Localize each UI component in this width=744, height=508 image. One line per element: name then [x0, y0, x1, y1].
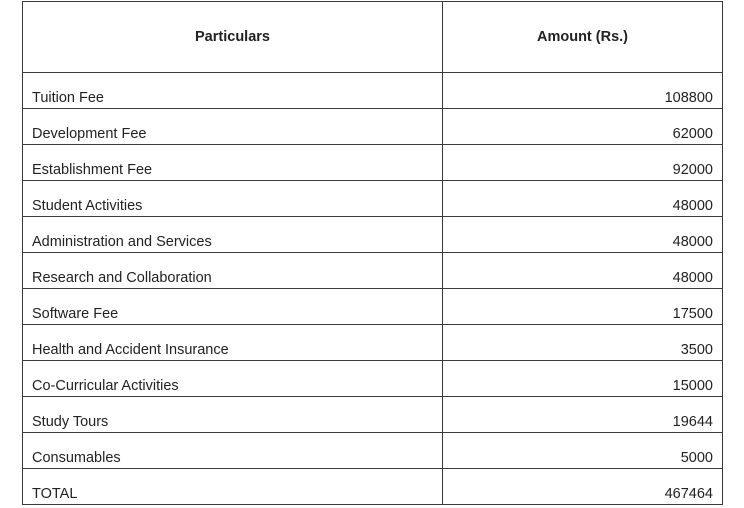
header-particulars: Particulars	[23, 2, 443, 73]
table-header-row	[23, 2, 723, 73]
amount-cell: 92000	[443, 145, 723, 181]
total-row	[23, 469, 723, 505]
table-row	[23, 145, 723, 181]
particular-cell: Student Activities	[23, 181, 443, 217]
amount-cell: 48000	[443, 253, 723, 289]
table-row	[23, 361, 723, 397]
table-row	[23, 109, 723, 145]
particular-cell: Establishment Fee	[23, 145, 443, 181]
table-body	[23, 73, 723, 505]
amount-cell: 48000	[443, 181, 723, 217]
amount-cell: 62000	[443, 109, 723, 145]
particular-cell: Health and Accident Insurance	[23, 325, 443, 361]
amount-cell: 3500	[443, 325, 723, 361]
particular-cell: Consumables	[23, 433, 443, 469]
amount-cell: 15000	[443, 361, 723, 397]
particular-cell: Development Fee	[23, 109, 443, 145]
table-row	[23, 397, 723, 433]
amount-cell: 17500	[443, 289, 723, 325]
particular-cell: Research and Collaboration	[23, 253, 443, 289]
amount-cell: 48000	[443, 217, 723, 253]
particular-cell: Study Tours	[23, 397, 443, 433]
amount-cell: 108800	[443, 73, 723, 109]
particular-cell: Administration and Services	[23, 217, 443, 253]
amount-cell: 19644	[443, 397, 723, 433]
particular-cell: Tuition Fee	[23, 73, 443, 109]
total-amount-cell: 467464	[443, 469, 723, 505]
table-row	[23, 181, 723, 217]
amount-cell: 5000	[443, 433, 723, 469]
table-row	[23, 433, 723, 469]
table-row	[23, 289, 723, 325]
particular-cell: Software Fee	[23, 289, 443, 325]
fee-table	[22, 1, 723, 505]
header-amount: Amount (Rs.)	[443, 2, 723, 73]
table-row	[23, 325, 723, 361]
table-row	[23, 253, 723, 289]
table-row	[23, 73, 723, 109]
total-label-cell: TOTAL	[23, 469, 443, 505]
particular-cell: Co-Curricular Activities	[23, 361, 443, 397]
table-row	[23, 217, 723, 253]
